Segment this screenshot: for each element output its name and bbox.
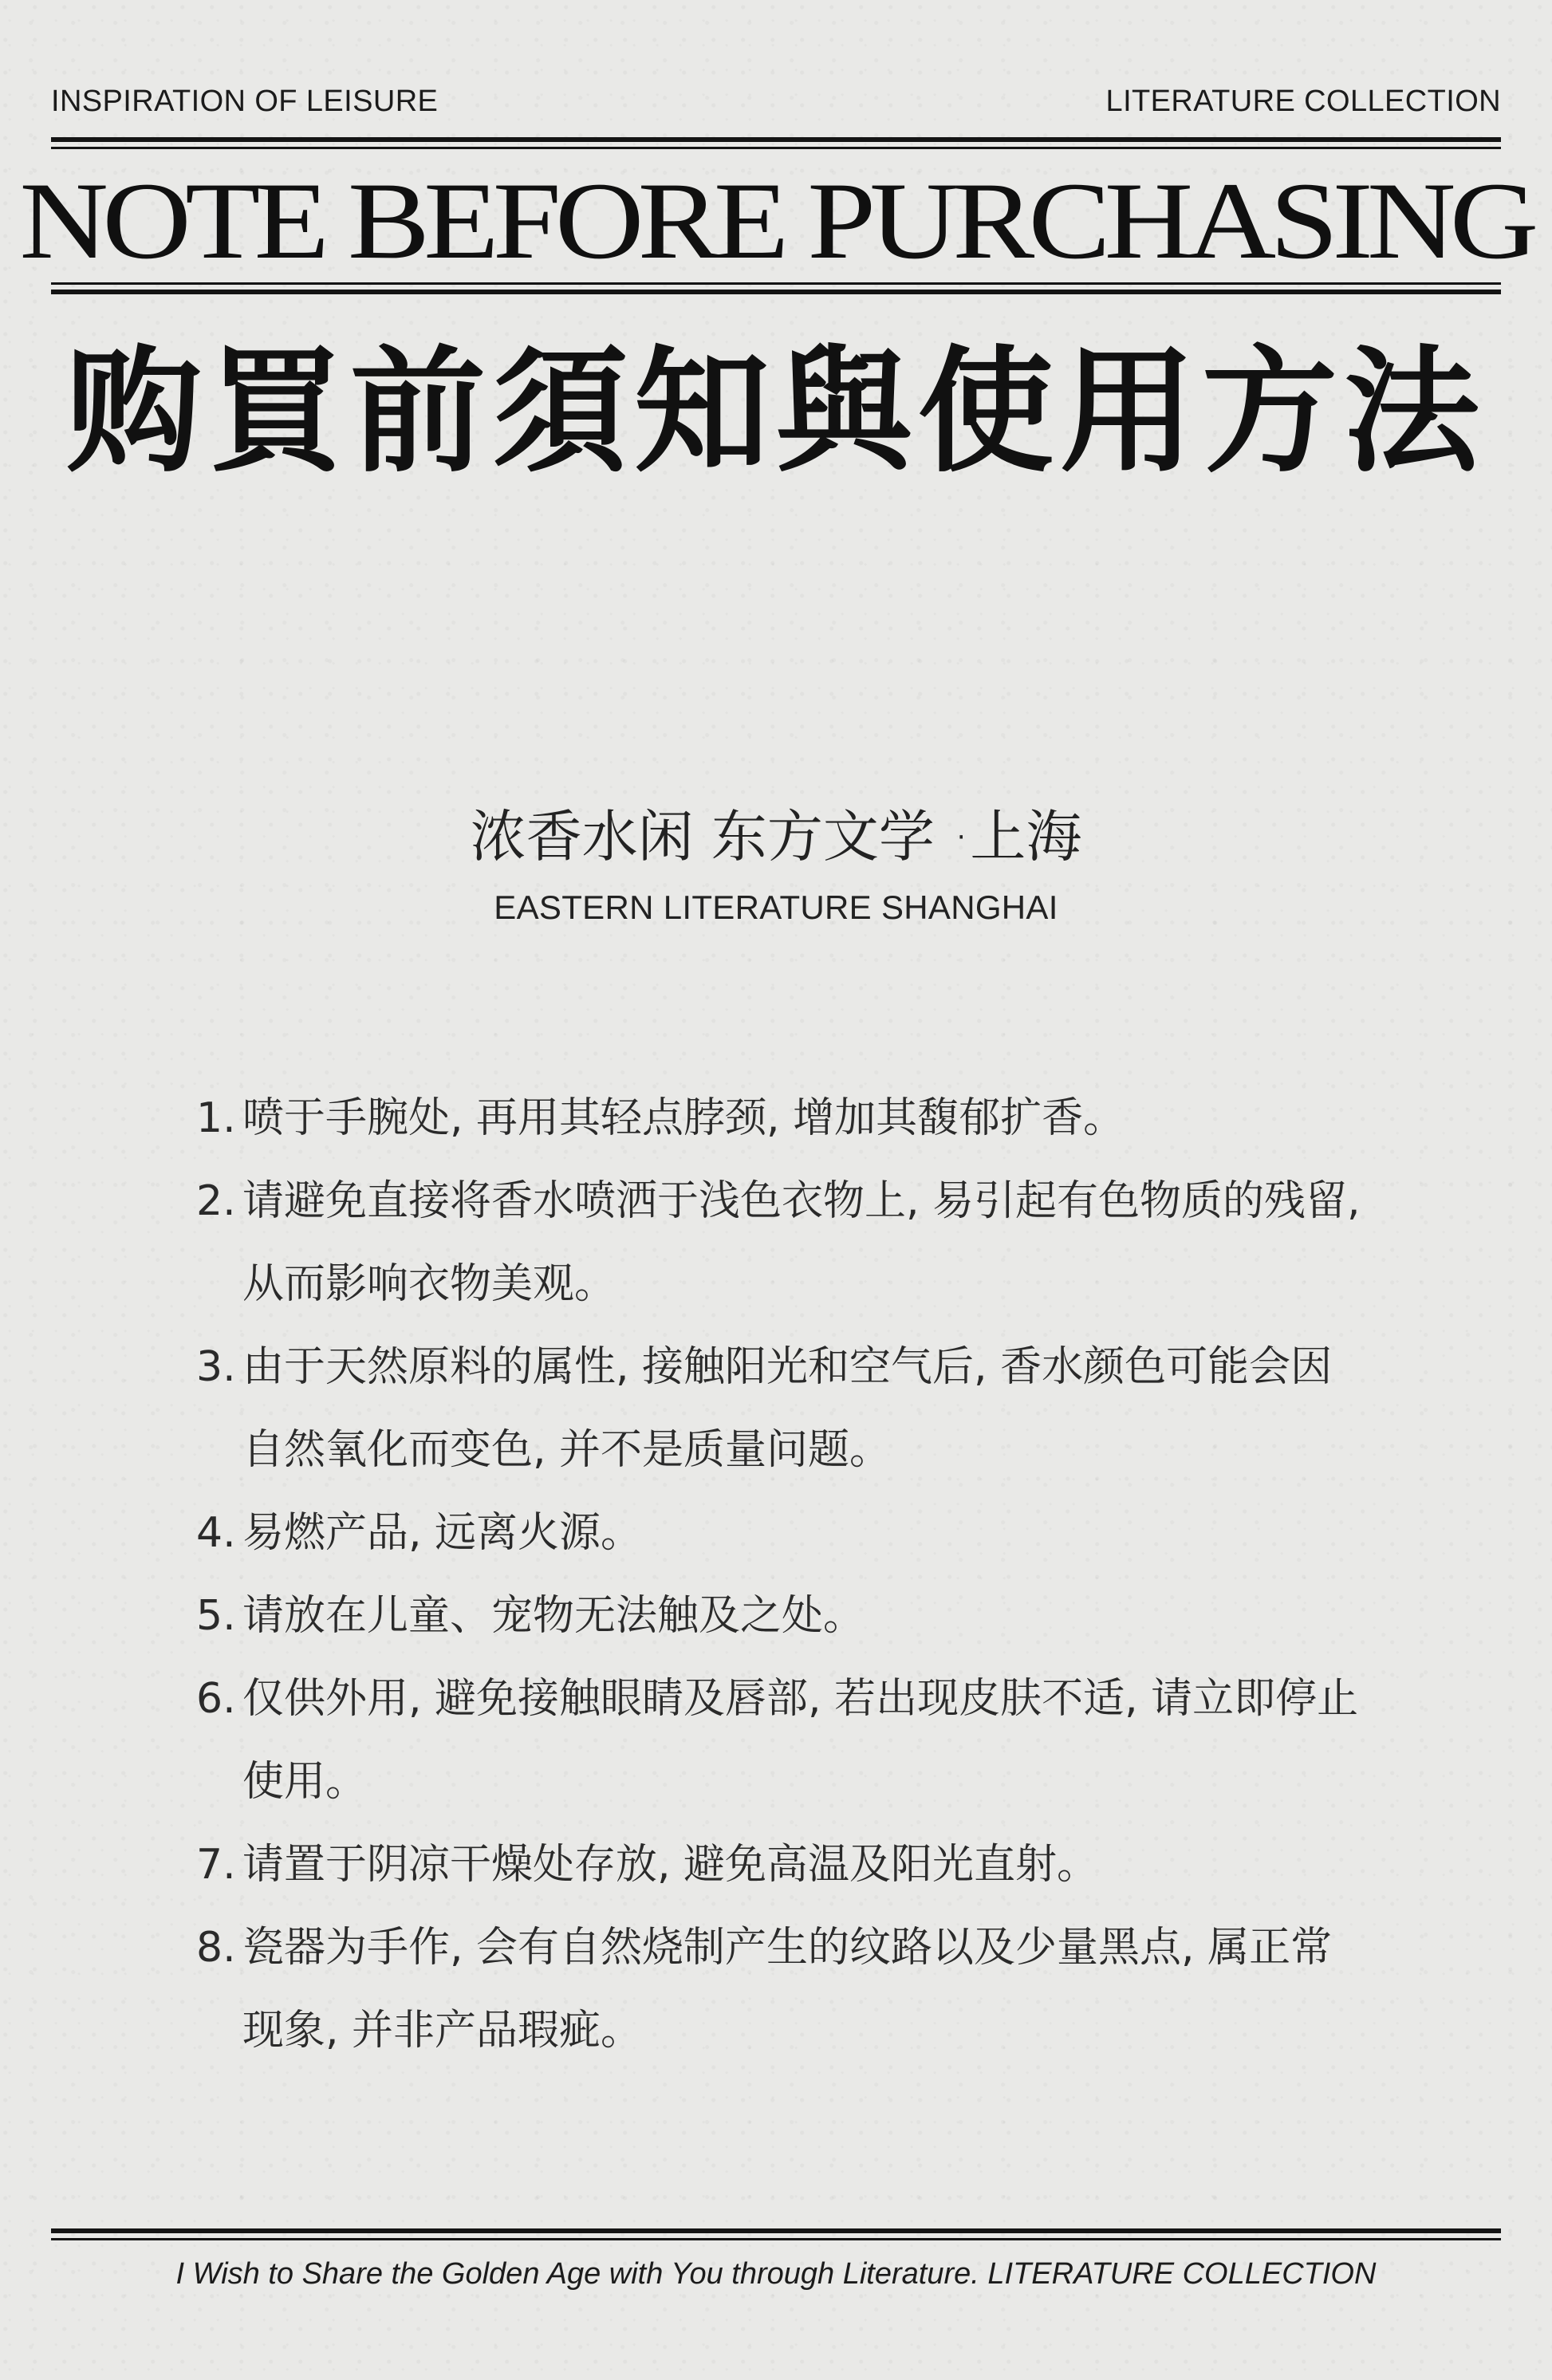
footer-rule xyxy=(51,2228,1501,2243)
list-item xyxy=(196,1326,1369,1491)
list-item xyxy=(196,1077,1369,1160)
note-text: 请避免直接将香水喷洒于浅色衣物上, 易引起有色物质的残留, 从而影响衣物美观。 xyxy=(242,1177,1361,1308)
footer-tagline: I Wish to Share the Golden Age with You through Literature. LITERATURE COLLECTION xyxy=(175,2257,1377,2291)
note-number: 1. xyxy=(196,1094,236,1142)
notes-list xyxy=(196,1077,1369,2072)
note-number: 6. xyxy=(196,1675,236,1723)
page-title: NOTE BEFORE PURCHASING xyxy=(19,160,1533,282)
note-number: 4. xyxy=(196,1509,236,1557)
headline-rule-thin xyxy=(51,282,1501,285)
note-number: 2. xyxy=(196,1177,236,1225)
top-rule-thin xyxy=(51,147,1501,149)
brand-chinese: 浓香水闲 东方文学 ·上海 xyxy=(470,804,1082,869)
note-number: 5. xyxy=(196,1592,236,1640)
note-text: 易燃产品, 远离火源。 xyxy=(242,1509,643,1557)
footer-rule-thick xyxy=(51,2228,1501,2233)
note-text: 请置于阴凉干燥处存放, 避免高温及阳光直射。 xyxy=(242,1841,1099,1889)
note-text: 请放在儿童、宠物无法触及之处。 xyxy=(242,1592,865,1640)
note-text: 瓷器为手作, 会有自然烧制产生的纹路以及少量黑点, 属正常现象, 并非产品瑕疵。 xyxy=(242,1924,1333,2055)
list-item xyxy=(196,1574,1369,1657)
list-item xyxy=(196,1160,1369,1326)
note-text: 仅供外用, 避免接触眼睛及唇部, 若出现皮肤不适, 请立即停止使用。 xyxy=(242,1675,1359,1806)
top-label-row xyxy=(51,85,1501,124)
list-item xyxy=(196,1491,1369,1574)
note-number: 3. xyxy=(196,1343,236,1391)
note-text: 由于天然原料的属性, 接触阳光和空气后, 香水颜色可能会因自然氧化而变色, 并不是质量问题。 xyxy=(242,1343,1333,1474)
note-number: 8. xyxy=(196,1924,236,1972)
top-rule xyxy=(51,137,1501,152)
brand-english: EASTERN LITERATURE SHANGHAI xyxy=(494,889,1058,926)
inspiration-label: INSPIRATION OF LEISURE xyxy=(51,85,439,118)
note-text: 喷于手腕处, 再用其轻点脖颈, 增加其馥郁扩香。 xyxy=(242,1094,1125,1142)
list-item xyxy=(196,1657,1369,1823)
chinese-title: 购買前須知與使用方法 xyxy=(65,332,1486,491)
list-item xyxy=(196,1823,1369,1906)
note-number: 7. xyxy=(196,1841,236,1889)
footer-rule-thin xyxy=(51,2238,1501,2240)
list-item xyxy=(196,1906,1369,2072)
top-rule-thick xyxy=(51,137,1501,142)
headline-rule xyxy=(51,282,1501,297)
headline-rule-thick xyxy=(51,290,1501,294)
collection-label: LITERATURE COLLECTION xyxy=(1105,85,1501,118)
